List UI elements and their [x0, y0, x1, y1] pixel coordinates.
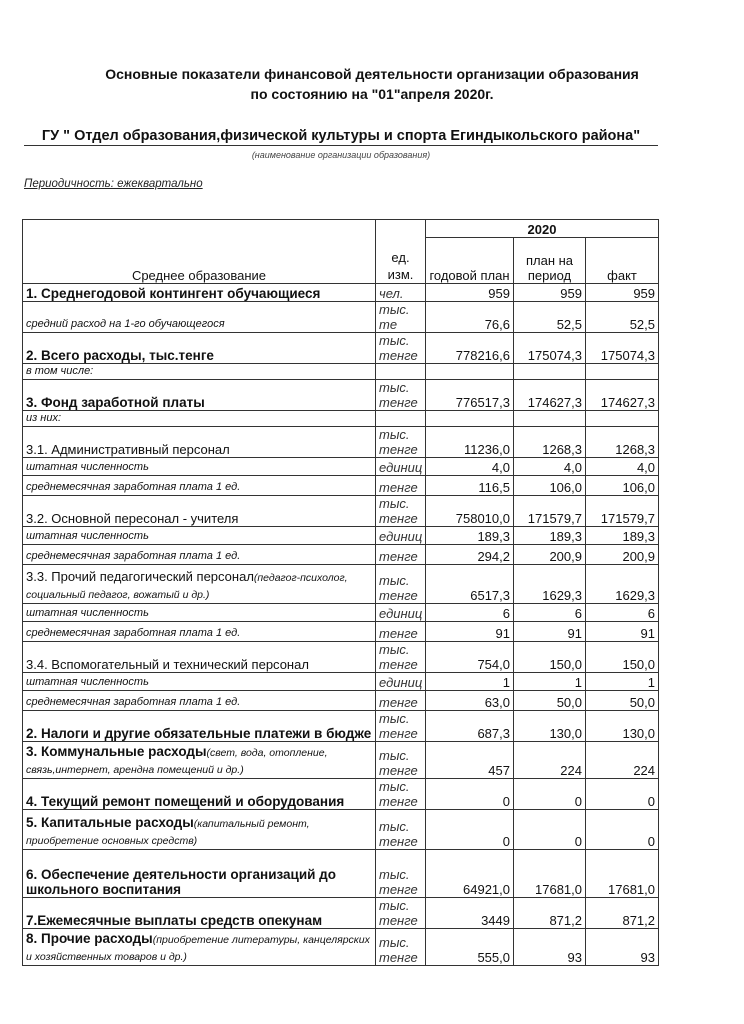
row-fact: 174627,3 [586, 380, 659, 411]
row-label [23, 496, 376, 527]
row-label-text [26, 931, 372, 965]
table-row [23, 810, 659, 850]
organization-name: ГУ " Отдел образования,физической культуры и спорта Егиндыкольского района" [24, 128, 658, 146]
row-annual-plan [426, 364, 514, 380]
row-annual-plan: 1 [426, 673, 514, 691]
row-unit: тенге [376, 691, 426, 711]
row-unit: тыс. тенге [376, 427, 426, 458]
row-label [23, 427, 376, 458]
row-label-text [26, 606, 372, 621]
row-period-plan: 50,0 [514, 691, 586, 711]
row-annual-plan: 6517,3 [426, 565, 514, 604]
row-label [23, 711, 376, 742]
row-unit: тыс. тенге [376, 333, 426, 364]
row-label-text [26, 569, 372, 603]
row-unit: тыс. тенге [376, 929, 426, 966]
header-year: 2020 [426, 220, 659, 238]
row-label [23, 302, 376, 333]
table-row [23, 929, 659, 966]
row-unit: тыс. тенге [376, 898, 426, 929]
row-label [23, 565, 376, 604]
row-period-plan: 106,0 [514, 476, 586, 496]
row-title: штатная численность [26, 607, 149, 619]
row-title: 3.2. Основной пересонал - учителя [26, 511, 239, 526]
table-row [23, 850, 659, 898]
row-period-plan [514, 411, 586, 427]
row-label [23, 850, 376, 898]
row-unit: единиц [376, 673, 426, 691]
table-row [23, 711, 659, 742]
row-label [23, 284, 376, 302]
header-annual-plan: годовой план [426, 238, 514, 284]
table-row [23, 742, 659, 779]
row-unit: чел. [376, 284, 426, 302]
row-unit: тыс. те [376, 302, 426, 333]
row-label [23, 742, 376, 779]
row-title: штатная численность [26, 530, 149, 542]
row-annual-plan: 555,0 [426, 929, 514, 966]
row-label-text [26, 460, 372, 475]
row-period-plan: 1268,3 [514, 427, 586, 458]
row-title: 3.1. Административный персонал [26, 442, 230, 457]
row-label [23, 333, 376, 364]
row-label [23, 898, 376, 929]
table-row [23, 364, 659, 380]
row-period-plan: 171579,7 [514, 496, 586, 527]
row-annual-plan: 0 [426, 779, 514, 810]
row-unit: тыс. тенге [376, 380, 426, 411]
row-fact: 1629,3 [586, 565, 659, 604]
row-unit: тыс. тенге [376, 810, 426, 850]
row-title: 3. Фонд заработной платы [26, 395, 205, 410]
row-note: (приобретение литературы, канцелярских и хозяйственных товаров и др.) [26, 934, 370, 963]
row-annual-plan: 189,3 [426, 527, 514, 545]
table-row [23, 673, 659, 691]
row-title: среднемесячная заработная плата 1 ед. [26, 696, 241, 708]
row-period-plan: 6 [514, 604, 586, 622]
row-annual-plan: 3449 [426, 898, 514, 929]
row-label-text [26, 348, 372, 363]
row-label [23, 527, 376, 545]
row-label-text [26, 317, 372, 332]
row-annual-plan: 294,2 [426, 545, 514, 565]
row-annual-plan: 457 [426, 742, 514, 779]
row-fact: 17681,0 [586, 850, 659, 898]
header-row-year [23, 220, 659, 238]
row-unit: единиц [376, 604, 426, 622]
row-fact: 0 [586, 779, 659, 810]
row-fact: 175074,3 [586, 333, 659, 364]
row-period-plan [514, 364, 586, 380]
row-period-plan: 4,0 [514, 458, 586, 476]
row-fact: 93 [586, 929, 659, 966]
row-label [23, 458, 376, 476]
row-label-text [26, 442, 372, 457]
row-annual-plan: 778216,6 [426, 333, 514, 364]
row-label [23, 779, 376, 810]
row-label [23, 622, 376, 642]
periodicity-label: Периодичность: ежеквартально [24, 178, 203, 190]
row-period-plan: 150,0 [514, 642, 586, 673]
row-unit: тыс. тенге [376, 779, 426, 810]
row-label-text [26, 815, 372, 849]
row-fact: 224 [586, 742, 659, 779]
row-title: 6. Обеспечение деятельности организаций до школьного воспитания [26, 867, 336, 897]
row-annual-plan: 687,3 [426, 711, 514, 742]
row-label-text [26, 695, 372, 710]
row-title: 3.3. Прочий педагогический персонал [26, 569, 254, 584]
row-label-text [26, 794, 372, 809]
row-label [23, 691, 376, 711]
row-title: 3. Коммунальные расходы [26, 744, 207, 759]
row-fact: 50,0 [586, 691, 659, 711]
row-title: среднемесячная заработная плата 1 ед. [26, 481, 241, 493]
row-title: среднемесячная заработная плата 1 ед. [26, 627, 241, 639]
row-unit: тенге [376, 476, 426, 496]
row-note: (свет, вода, отопление, связь,интернет, арендна помещений и др.) [26, 747, 328, 776]
table-row [23, 427, 659, 458]
table-row [23, 642, 659, 673]
row-annual-plan: 959 [426, 284, 514, 302]
row-annual-plan: 63,0 [426, 691, 514, 711]
row-unit: тенге [376, 622, 426, 642]
table-row [23, 476, 659, 496]
row-unit: тыс. тенге [376, 742, 426, 779]
row-unit [376, 364, 426, 380]
row-unit: тенге [376, 545, 426, 565]
row-title: 1. Среднегодовой контингент обучающиеся [26, 286, 321, 301]
row-period-plan: 189,3 [514, 527, 586, 545]
row-title: в том числе: [26, 365, 94, 377]
row-label-text [26, 480, 372, 495]
header-fact: факт [586, 238, 659, 284]
document-title [0, 64, 744, 104]
row-period-plan: 52,5 [514, 302, 586, 333]
table-row [23, 779, 659, 810]
row-annual-plan: 116,5 [426, 476, 514, 496]
row-fact: 959 [586, 284, 659, 302]
table-row [23, 691, 659, 711]
row-unit: тыс. тенге [376, 496, 426, 527]
row-annual-plan: 0 [426, 810, 514, 850]
row-fact: 871,2 [586, 898, 659, 929]
row-annual-plan: 758010,0 [426, 496, 514, 527]
row-period-plan: 871,2 [514, 898, 586, 929]
row-period-plan: 959 [514, 284, 586, 302]
row-period-plan: 200,9 [514, 545, 586, 565]
row-title: штатная численность [26, 676, 149, 688]
row-label-text [26, 395, 372, 410]
row-fact: 200,9 [586, 545, 659, 565]
row-fact: 0 [586, 810, 659, 850]
row-label [23, 411, 376, 427]
row-label [23, 380, 376, 411]
header-period-plan: план на период [514, 238, 586, 284]
table-row [23, 333, 659, 364]
row-annual-plan: 64921,0 [426, 850, 514, 898]
row-period-plan: 174627,3 [514, 380, 586, 411]
row-label-text [26, 867, 372, 897]
row-unit: тыс. тенге [376, 565, 426, 604]
row-fact: 106,0 [586, 476, 659, 496]
row-note: (капитальный ремонт, приобретение основных средств) [26, 818, 310, 847]
row-title: штатная численность [26, 461, 149, 473]
row-label [23, 810, 376, 850]
row-title: 3.4. Вспомогательный и технический персонал [26, 657, 309, 672]
row-unit: тыс. тенге [376, 850, 426, 898]
row-fact: 91 [586, 622, 659, 642]
row-unit: единиц [376, 458, 426, 476]
row-annual-plan: 76,6 [426, 302, 514, 333]
table-row [23, 545, 659, 565]
row-title: 2. Всего расходы, тыс.тенге [26, 348, 214, 363]
row-period-plan: 1629,3 [514, 565, 586, 604]
table-row [23, 411, 659, 427]
row-label-text [26, 626, 372, 641]
table-row [23, 622, 659, 642]
row-label-text [26, 913, 372, 928]
row-title: среднемесячная заработная плата 1 ед. [26, 550, 241, 562]
row-label-text [26, 657, 372, 672]
table-row [23, 284, 659, 302]
row-annual-plan: 91 [426, 622, 514, 642]
row-label-text [26, 529, 372, 544]
row-annual-plan [426, 411, 514, 427]
row-period-plan: 224 [514, 742, 586, 779]
row-fact: 1 [586, 673, 659, 691]
row-fact: 189,3 [586, 527, 659, 545]
row-title: 7.Ежемесячные выплаты средств опекунам [26, 913, 323, 928]
financial-indicators-table [22, 219, 659, 966]
table-row [23, 604, 659, 622]
row-note: (педагог-психолог, социальный педагог, вожатый и др.) [26, 572, 348, 601]
row-label-text [26, 549, 372, 564]
row-label-text [26, 286, 372, 301]
row-fact: 52,5 [586, 302, 659, 333]
row-period-plan: 130,0 [514, 711, 586, 742]
row-title: из них: [26, 412, 62, 424]
row-label [23, 642, 376, 673]
table-row [23, 496, 659, 527]
row-unit: единиц [376, 527, 426, 545]
row-label-text [26, 364, 372, 379]
row-label [23, 604, 376, 622]
row-unit: тыс. тенге [376, 711, 426, 742]
header-section-title: Среднее образование [23, 220, 376, 284]
row-period-plan: 175074,3 [514, 333, 586, 364]
table-row [23, 458, 659, 476]
row-period-plan: 0 [514, 810, 586, 850]
row-label-text [26, 744, 372, 778]
row-unit: тыс. тенге [376, 642, 426, 673]
table-row [23, 302, 659, 333]
header-unit: ед. изм. [376, 220, 426, 284]
table-row [23, 380, 659, 411]
row-label [23, 673, 376, 691]
row-fact: 4,0 [586, 458, 659, 476]
row-label-text [26, 411, 372, 426]
row-label [23, 929, 376, 966]
row-period-plan: 17681,0 [514, 850, 586, 898]
row-title: 8. Прочие расходы [26, 931, 153, 946]
row-annual-plan: 776517,3 [426, 380, 514, 411]
table-row [23, 898, 659, 929]
row-annual-plan: 6 [426, 604, 514, 622]
row-label-text [26, 511, 372, 526]
row-label [23, 545, 376, 565]
row-period-plan: 0 [514, 779, 586, 810]
title-line-1: Основные показатели финансовой деятельности организации образования [105, 66, 639, 82]
table-body [23, 220, 659, 966]
row-period-plan: 1 [514, 673, 586, 691]
table-row [23, 527, 659, 545]
row-annual-plan: 11236,0 [426, 427, 514, 458]
row-annual-plan: 754,0 [426, 642, 514, 673]
row-fact: 6 [586, 604, 659, 622]
row-period-plan: 93 [514, 929, 586, 966]
row-fact: 171579,7 [586, 496, 659, 527]
row-fact [586, 411, 659, 427]
row-title: 2. Налоги и другие обязательные платежи в бюдже [26, 726, 372, 741]
row-period-plan: 91 [514, 622, 586, 642]
row-fact: 1268,3 [586, 427, 659, 458]
row-fact: 130,0 [586, 711, 659, 742]
row-label-text [26, 726, 372, 741]
row-fact [586, 364, 659, 380]
row-label [23, 364, 376, 380]
organization-note: (наименование организации образования) [251, 150, 431, 160]
row-unit [376, 411, 426, 427]
table-row [23, 565, 659, 604]
row-annual-plan: 4,0 [426, 458, 514, 476]
title-line-2: по состоянию на "01"апреля 2020г. [250, 86, 494, 102]
row-title: 4. Текущий ремонт помещений и оборудования [26, 794, 345, 809]
row-label-text [26, 675, 372, 690]
row-title: 5. Капитальные расходы [26, 815, 194, 830]
row-fact: 150,0 [586, 642, 659, 673]
row-label [23, 476, 376, 496]
row-title: средний расход на 1-го обучающегося [26, 318, 225, 330]
